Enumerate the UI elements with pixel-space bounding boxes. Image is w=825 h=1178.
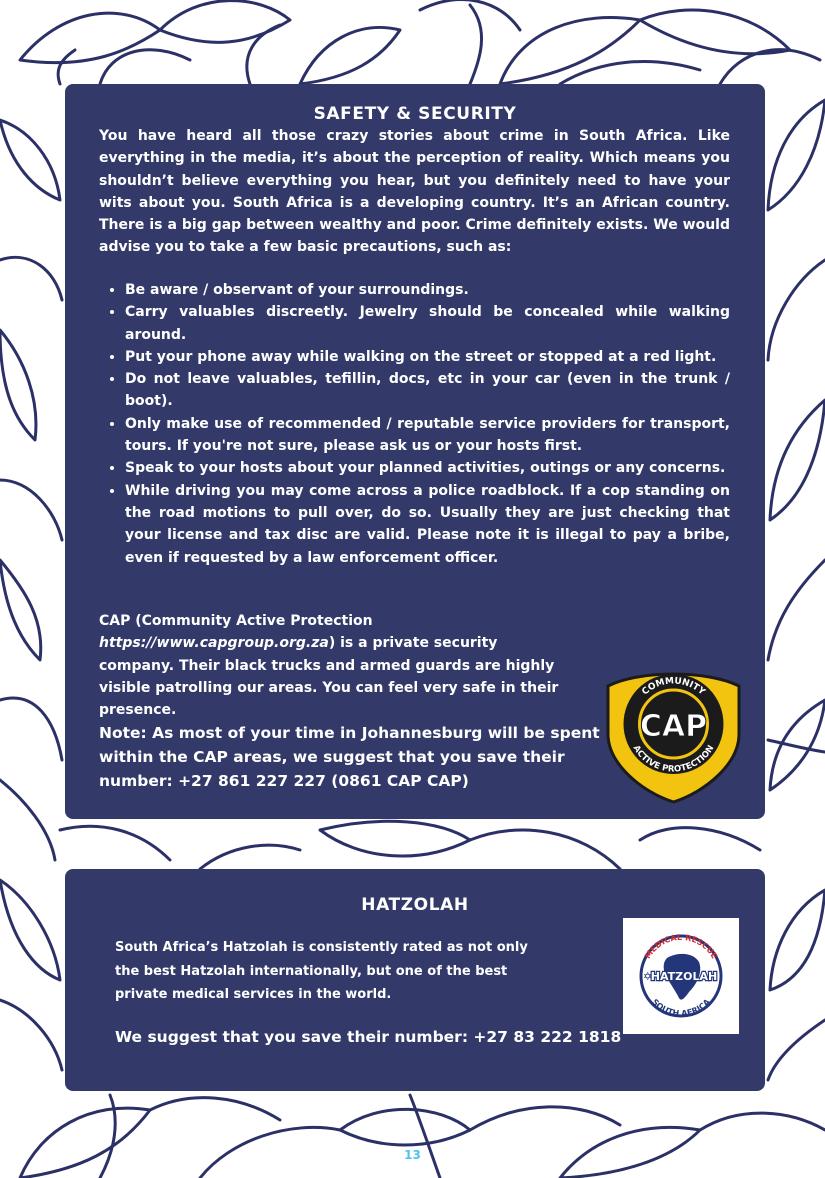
safety-title: SAFETY & SECURITY [313, 104, 517, 124]
hatzolah-logo-name: HATZOLAH [650, 970, 718, 983]
hatzolah-logo-top-text: MEDICAL RESCUE [643, 932, 719, 961]
list-item: • Only make use of recommended / reputable service providers for transport, tours. If you're not sure, please ask us or your hosts first. [125, 413, 730, 458]
cap-logo [600, 664, 747, 804]
cap-logo-bottom-text: ACTIVE PROTECTION [630, 743, 717, 775]
hatzolah-title: HATZOLAH [361, 895, 469, 915]
list-item: • Speak to your hosts about your planned activities, outings or any concerns. [125, 457, 730, 479]
hatzolah-description: South Africa’s Hatzolah is consistently rated as not only the best Hatzolah internationally, but one of the best private medical services in the world. [115, 940, 528, 1002]
safety-intro: You have heard all those crazy stories about crime in South Africa. Like everything in the media, it’s about the perception of reality. Which means you shouldn’t believe everything you hear, but you definitely need to have your wits about you. South Africa is a developing country. It’s an African country. There is a big gap between wealthy and poor. Crime definitely exists. We would advise you to take a few basic precautions, such as: [99, 128, 730, 256]
page-number: 13 [404, 1148, 421, 1162]
list-item: • Be aware / observant of your surroundings. [125, 279, 730, 301]
precautions-list [99, 279, 730, 569]
cap-intro-close: ) [328, 635, 336, 652]
hatzolah-logo [623, 918, 739, 1034]
cap-note: Note: As most of your time in Johannesburg will be spent within the CAP areas, we suggest that you save their number: +27 861 227 227 (0861 CAP CAP) [99, 724, 600, 790]
cap-logo-letters: CAP [639, 709, 708, 744]
list-item: • While driving you may come across a police roadblock. If a cop standing on the road motions to pull over, do so. Usually they are just checking that your license and tax disc are valid. Please note it is illegal to pay a bribe, even if requested by a law enforcement officer. [125, 480, 730, 569]
list-item: • Carry valuables discreetly. Jewelry should be concealed while walking around. [125, 301, 730, 346]
cap-description [99, 610, 569, 721]
cap-desc: is a private security company. Their black trucks and armed guards are highly visible patrolling our areas. You can feel very safe in their presence. [99, 635, 559, 719]
hatzolah-panel [65, 869, 765, 1091]
cap-intro: CAP (Community Active Protection [99, 613, 373, 629]
star-of-life-icon: ✡ [643, 970, 653, 983]
cap-website-link[interactable]: https://www.capgroup.org.za [99, 635, 329, 652]
safety-security-panel [65, 84, 765, 819]
cap-logo-top-text: COMMUNITY [640, 676, 707, 698]
list-item: • Do not leave valuables, tefillin, docs, etc in your car (even in the trunk / boot). [125, 368, 730, 413]
hatzolah-logo-bottom-text: SOUTH AFRICA [650, 997, 712, 1019]
list-item: • Put your phone away while walking on the street or stopped at a red light. [125, 346, 730, 368]
hatzolah-number: We suggest that you save their number: +27 83 222 1818 [115, 1028, 622, 1046]
